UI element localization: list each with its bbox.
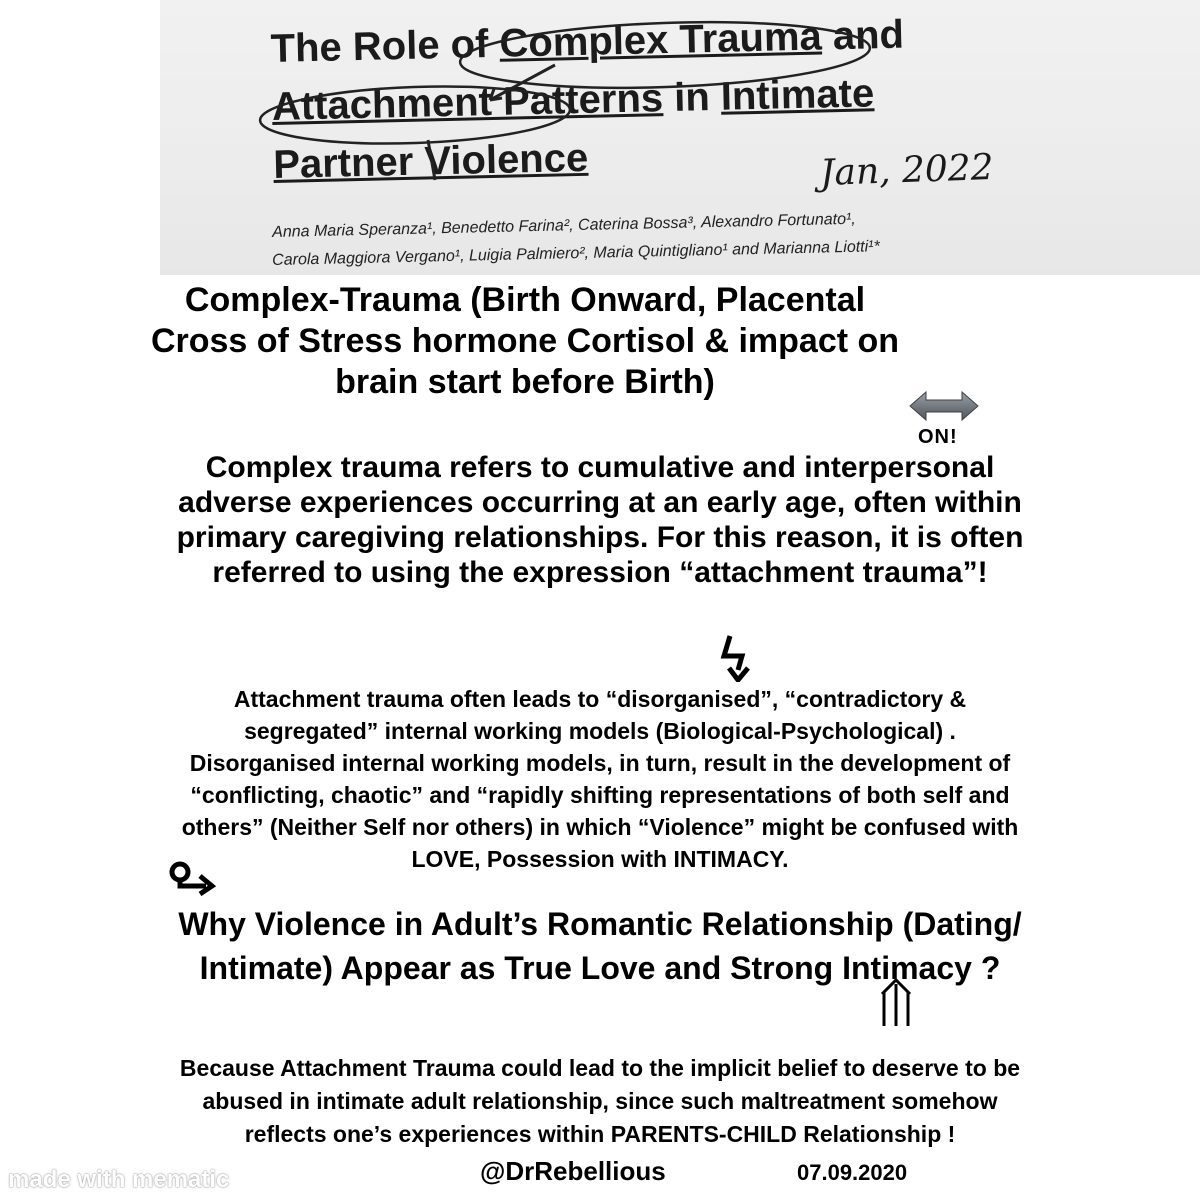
paper-title-part: in xyxy=(662,74,722,121)
paper-title-intimate: Intimate xyxy=(720,71,875,119)
paper-handwritten-date: Jan, 2022 xyxy=(819,146,995,195)
curved-right-arrow-icon xyxy=(168,860,220,896)
paper-authors-line2: Carola Maggiora Vergano¹, Luigia Palmiero², Maria Quintigliano¹ and Marianna Liotti¹* xyxy=(272,238,880,269)
paper-title-part: The Role of xyxy=(270,21,500,71)
paragraph-complex-trauma-definition xyxy=(20,450,1180,590)
pen-arrow-down xyxy=(428,140,435,180)
para3-line2: abused in intimate adult relationship, since such maltreatment somehow xyxy=(202,1088,998,1114)
heading2-line2: Intimate) Appear as True Love and Strong Intimacy ? xyxy=(199,950,1001,986)
para2-line3: Disorganised internal working models, in turn, result in the development of xyxy=(189,750,1011,776)
heading1-line2: Cross of Stress hormone Cortisol & impact on xyxy=(150,322,900,360)
mematic-watermark: made with mematic xyxy=(8,1166,230,1193)
para1-line3: primary caregiving relationships. For this reason, it is often xyxy=(176,521,1024,554)
paragraph-because xyxy=(20,1052,1180,1151)
para1-line4: referred to using the expression “attachment trauma”! xyxy=(212,556,988,589)
on-label: ON! xyxy=(918,426,958,448)
heading1-line3: brain start before Birth) xyxy=(335,363,715,401)
para3-line1: Because Attachment Trauma could lead to the implicit belief to deserve to be xyxy=(179,1055,1021,1081)
para2-line4: “conflicting, chaotic” and “rapidly shifting representations of both self and xyxy=(190,782,1010,808)
paper-scan xyxy=(160,0,1200,275)
footer-date: 07.09.2020 xyxy=(797,1160,908,1185)
heading-complex-trauma xyxy=(0,280,1050,403)
para1-line1: Complex trauma refers to cumulative and interpersonal xyxy=(205,451,995,484)
heading-why-violence xyxy=(0,902,1200,990)
triple-up-arrow-icon xyxy=(876,978,916,1028)
circle-attachment-patterns xyxy=(259,82,571,149)
para1-line2: adverse experiences occurring at an early age, often within xyxy=(178,486,1022,519)
paper-authors-line1: Anna Maria Speranza¹, Benedetto Farina², Caterina Bossa³, Alexandro Fortunato¹, xyxy=(272,210,856,241)
left-right-arrow-icon xyxy=(908,388,980,424)
para2-line2: segregated” internal working models (Biological-Psychological) . xyxy=(244,718,956,744)
para2-line5: others” (Neither Self nor others) in which “Violence” might be confused with xyxy=(181,814,1019,840)
para2-line1: Attachment trauma often leads to “disorganised”, “contradictory & xyxy=(233,686,967,712)
paper-title-part: and xyxy=(821,12,905,59)
handwritten-circle-marks xyxy=(160,0,1200,275)
paper-title-attachment-patterns: Attachment Patterns xyxy=(271,76,664,129)
paper-title-complex-trauma: Complex Trauma xyxy=(498,14,823,66)
zigzag-down-arrow-icon xyxy=(716,634,756,682)
para2-line6: LOVE, Possession with INTIMACY. xyxy=(411,846,789,872)
author-handle: @DrRebellious xyxy=(480,1156,666,1186)
paragraph-attachment-trauma xyxy=(20,683,1180,875)
heading1-line1: Complex-Trauma (Birth Onward, Placental xyxy=(184,281,866,319)
paper-title-partner-violence: Partner Violence xyxy=(272,135,589,187)
heading2-line1: Why Violence in Adult’s Romantic Relationship (Dating/ xyxy=(178,906,1022,942)
para3-line3: reflects one’s experiences within PARENTS-CHILD Relationship ! xyxy=(244,1121,956,1147)
